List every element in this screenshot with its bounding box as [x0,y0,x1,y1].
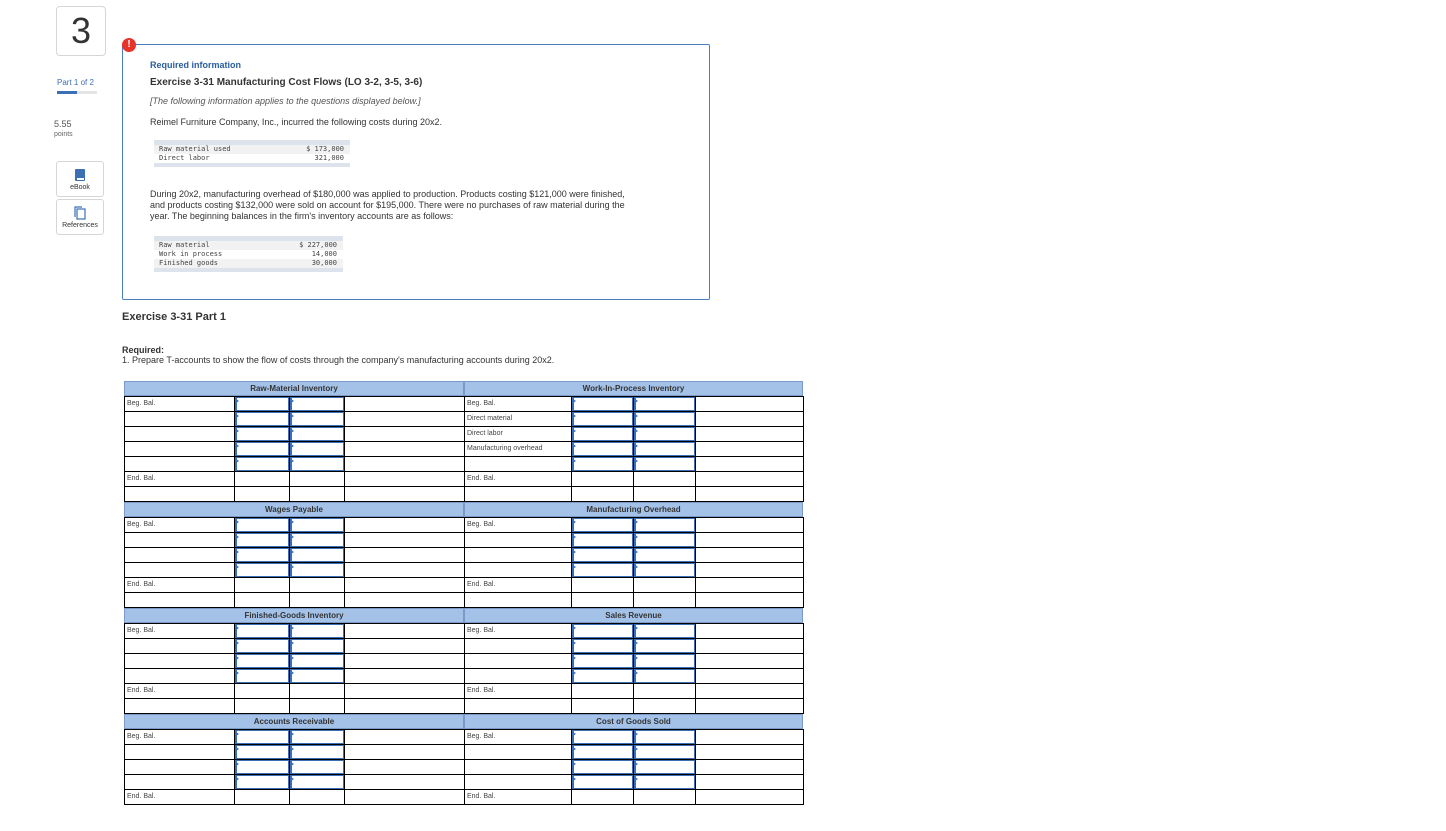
t-account-cell [124,759,235,775]
t-account-cell [695,729,804,745]
cost-label: Raw material used [159,145,231,153]
t-account-header-cogs: Cost of Goods Sold [464,714,803,729]
amount-input[interactable] [572,518,633,532]
t-account-cell [234,592,290,608]
amount-input[interactable] [634,654,695,668]
t-account-cell [695,396,804,412]
amount-input[interactable] [235,457,289,471]
t-account-cell [464,562,572,578]
t-account-header-receivable: Accounts Receivable [124,714,464,729]
required-info-heading: Required information [150,60,242,70]
amount-input[interactable] [290,533,344,547]
info-paragraph-line: During 20x2, manufacturing overhead of $180,000 was applied to production. Products costing $121,000 were finished, [150,189,625,199]
amount-input[interactable] [634,412,695,426]
amount-input[interactable] [634,427,695,441]
amount-input[interactable] [290,548,344,562]
t-account-cell [124,547,235,563]
amount-input[interactable] [290,442,344,456]
t-account-cell [464,547,572,563]
amount-input[interactable] [572,745,633,759]
amount-input[interactable] [290,775,344,789]
t-account-cell [234,789,290,805]
t-account-label-manufacturing_overhead: Manufacturing overhead [467,445,543,452]
t-account-cell [464,532,572,548]
t-account-cell [695,683,804,699]
t-account-cell [344,426,465,442]
references-label: References [62,222,98,229]
cost-value: 321,000 [314,154,344,162]
amount-input[interactable] [290,730,344,744]
t-account-label-end_bal: End. Bal. [127,687,156,694]
t-account-cell [695,653,804,669]
t-account-cell [344,638,465,654]
balances-table [154,236,343,272]
t-account-cell [695,698,804,714]
amount-input[interactable] [235,639,289,653]
t-account-cell [571,698,634,714]
t-account-cell [234,471,290,487]
t-account-cell [124,698,235,714]
t-account-header-overhead: Manufacturing Overhead [464,502,803,517]
t-account-cell [289,471,345,487]
t-account-label-beg_bal: Beg. Bal. [467,627,496,634]
amount-input[interactable] [572,533,633,547]
t-account-label-end_bal: End. Bal. [127,581,156,588]
t-account-cell [633,486,696,502]
t-account-cell [571,486,634,502]
t-account-label-beg_bal: Beg. Bal. [467,521,496,528]
amount-input[interactable] [572,397,633,411]
t-account-cell [124,532,235,548]
amount-input[interactable] [235,548,289,562]
amount-input[interactable] [634,760,695,774]
amount-input[interactable] [634,457,695,471]
t-account-cell [344,623,465,639]
amount-input[interactable] [235,427,289,441]
t-account-label-beg_bal: Beg. Bal. [467,733,496,740]
t-account-cell [234,698,290,714]
info-note: [The following information applies to the questions displayed below.] [150,96,421,106]
amount-input[interactable] [572,775,633,789]
amount-input[interactable] [572,548,633,562]
t-account-cell [344,517,465,533]
amount-input[interactable] [634,730,695,744]
amount-input[interactable] [634,624,695,638]
t-account-cell [344,547,465,563]
t-account-label-end_bal: End. Bal. [467,581,496,588]
t-account-cell [124,562,235,578]
t-account-cell [124,486,235,502]
amount-input[interactable] [634,775,695,789]
info-paragraph-line: year. The beginning balances in the firm's inventory accounts are as follows: [150,211,454,221]
amount-input[interactable] [235,730,289,744]
t-account-cell [289,592,345,608]
t-account-cell [344,411,465,427]
question-number: 3 [56,6,106,56]
amount-input[interactable] [572,624,633,638]
t-account-label-direct_labor: Direct labor [467,430,503,437]
balance-label: Raw material [159,241,210,249]
t-account-cell [633,592,696,608]
t-account-cell [633,577,696,593]
t-account-cell [289,683,345,699]
t-account-cell [695,668,804,684]
costs-row [154,154,350,163]
ebook-button[interactable] [56,161,104,197]
costs-table [154,140,350,167]
costs-row [154,145,350,154]
t-account-cell [344,486,465,502]
t-account-cell [289,698,345,714]
amount-input[interactable] [290,654,344,668]
t-account-label-end_bal: End. Bal. [467,475,496,482]
amount-input[interactable] [572,654,633,668]
amount-input[interactable] [634,563,695,577]
amount-input[interactable] [235,775,289,789]
amount-input[interactable] [290,412,344,426]
t-account-cell [344,668,465,684]
t-account-cell [633,683,696,699]
t-account-cell [344,471,465,487]
amount-input[interactable] [572,669,633,683]
t-account-cell [695,562,804,578]
amount-input[interactable] [634,442,695,456]
amount-input[interactable] [290,669,344,683]
amount-input[interactable] [634,397,695,411]
t-account-label-end_bal: End. Bal. [467,793,496,800]
part-title: Exercise 3-31 Part 1 [122,311,226,323]
t-account-cell [234,486,290,502]
amount-input[interactable] [572,412,633,426]
t-account-cell [695,547,804,563]
t-account-cell [571,683,634,699]
balance-value: $ 227,000 [299,241,337,249]
amount-input[interactable] [235,745,289,759]
amount-input[interactable] [290,518,344,532]
t-account-cell [289,486,345,502]
amount-input[interactable] [572,730,633,744]
t-account-cell [695,638,804,654]
balance-value: 30,000 [311,259,337,267]
amount-input[interactable] [572,427,633,441]
balance-row [154,241,343,250]
t-account-cell [695,517,804,533]
t-account-header-raw_material: Raw-Material Inventory [124,381,464,396]
balance-label: Finished goods [159,259,219,267]
amount-input[interactable] [235,624,289,638]
t-account-cell [571,789,634,805]
required-text: 1. Prepare T-accounts to show the flow of costs through the company's manufacturing accounts during 20x2. [122,355,555,365]
cost-label: Direct labor [159,154,210,162]
t-account-cell [464,759,572,775]
t-account-cell [124,638,235,654]
t-account-cell [695,411,804,427]
t-account-cell [695,577,804,593]
t-account-cell [464,638,572,654]
amount-input[interactable] [235,397,289,411]
t-account-cell [344,774,465,790]
t-account-label-end_bal: End. Bal. [467,687,496,694]
t-account-cell [464,774,572,790]
amount-input[interactable] [235,442,289,456]
balance-label: Work in process [159,250,223,258]
exercise-title: Exercise 3-31 Manufacturing Cost Flows (LO 3-2, 3-5, 3-6) [150,77,423,88]
t-account-cell [124,774,235,790]
amount-input[interactable] [634,669,695,683]
t-account-label-beg_bal: Beg. Bal. [127,733,156,740]
t-account-label-end_bal: End. Bal. [127,475,156,482]
t-account-cell [633,789,696,805]
balance-row [154,250,343,259]
t-account-cell [464,698,572,714]
amount-input[interactable] [634,745,695,759]
t-account-cell [124,426,235,442]
t-account-cell [695,592,804,608]
points-label: points [54,131,73,138]
t-account-cell [344,456,465,472]
t-account-cell [344,577,465,593]
t-account-header-sales: Sales Revenue [464,608,803,623]
info-paragraph-line: and products costing $132,000 were sold on account for $195,000. There were no purchases of raw material during the [150,200,625,210]
t-account-cell [571,471,634,487]
t-account-header-finished: Finished-Goods Inventory [124,608,464,623]
t-account-cell [124,411,235,427]
amount-input[interactable] [235,760,289,774]
t-account-cell [695,774,804,790]
references-icon [74,206,86,220]
t-account-cell [344,653,465,669]
t-account-cell [344,532,465,548]
amount-input[interactable] [290,745,344,759]
required-label: Required: [122,345,165,355]
t-account-cell [289,577,345,593]
t-account-cell [344,396,465,412]
t-account-cell [695,532,804,548]
t-account-cell [344,562,465,578]
t-account-cell [695,456,804,472]
t-account-cell [124,441,235,457]
part-indicator: Part 1 of 2 [57,78,94,87]
t-account-cell [124,653,235,669]
ebook-icon [74,168,86,182]
t-account-label-beg_bal: Beg. Bal. [127,627,156,634]
amount-input[interactable] [572,457,633,471]
amount-input[interactable] [634,548,695,562]
t-account-cell [695,759,804,775]
t-account-cell [464,486,572,502]
amount-input[interactable] [290,563,344,577]
t-account-cell [464,456,572,472]
amount-input[interactable] [290,624,344,638]
amount-input[interactable] [290,397,344,411]
points-value: 5.55 [54,119,72,129]
amount-input[interactable] [235,412,289,426]
part-progress-bar [57,91,97,94]
amount-input[interactable] [290,760,344,774]
t-account-cell [633,698,696,714]
cost-value: $ 173,000 [306,145,344,153]
t-account-label-beg_bal: Beg. Bal. [127,400,156,407]
t-account-cell [571,592,634,608]
balance-row [154,259,343,268]
references-button[interactable] [56,199,104,235]
amount-input[interactable] [235,533,289,547]
t-account-cell [124,592,235,608]
t-account-cell [344,789,465,805]
t-account-cell [234,577,290,593]
amount-input[interactable] [634,518,695,532]
amount-input[interactable] [290,427,344,441]
t-account-cell [695,471,804,487]
t-account-cell [464,668,572,684]
amount-input[interactable] [235,669,289,683]
amount-input[interactable] [235,654,289,668]
t-account-cell [234,683,290,699]
t-account-cell [344,698,465,714]
t-account-cell [695,744,804,760]
t-account-header-wip: Work-In-Process Inventory [464,381,803,396]
amount-input[interactable] [634,533,695,547]
amount-input[interactable] [235,563,289,577]
t-account-cell [695,789,804,805]
t-account-cell [124,456,235,472]
amount-input[interactable] [290,639,344,653]
t-account-label-direct_material: Direct material [467,415,513,422]
ebook-label: eBook [70,184,90,191]
amount-input[interactable] [235,518,289,532]
t-account-cell [344,744,465,760]
t-account-cell [464,744,572,760]
t-account-cell [344,729,465,745]
t-account-cell [344,683,465,699]
amount-input[interactable] [290,457,344,471]
t-account-cell [289,789,345,805]
t-account-cell [633,471,696,487]
t-account-label-end_bal: End. Bal. [127,793,156,800]
t-account-cell [124,744,235,760]
t-account-cell [695,441,804,457]
intro-text: Reimel Furniture Company, Inc., incurred the following costs during 20x2. [150,117,442,127]
t-account-cell [344,592,465,608]
balance-value: 14,000 [311,250,337,258]
t-account-cell [124,668,235,684]
t-account-header-wages: Wages Payable [124,502,464,517]
t-account-cell [464,592,572,608]
t-account-label-beg_bal: Beg. Bal. [127,521,156,528]
amount-input[interactable] [572,442,633,456]
t-account-cell [464,653,572,669]
t-account-cell [571,577,634,593]
t-account-cell [695,623,804,639]
alert-icon: ! [122,38,136,52]
amount-input[interactable] [572,760,633,774]
t-account-cell [695,426,804,442]
t-account-cell [344,441,465,457]
amount-input[interactable] [572,563,633,577]
t-account-cell [695,486,804,502]
amount-input[interactable] [634,639,695,653]
t-account-cell [344,759,465,775]
amount-input[interactable] [572,639,633,653]
t-account-label-beg_bal: Beg. Bal. [467,400,496,407]
